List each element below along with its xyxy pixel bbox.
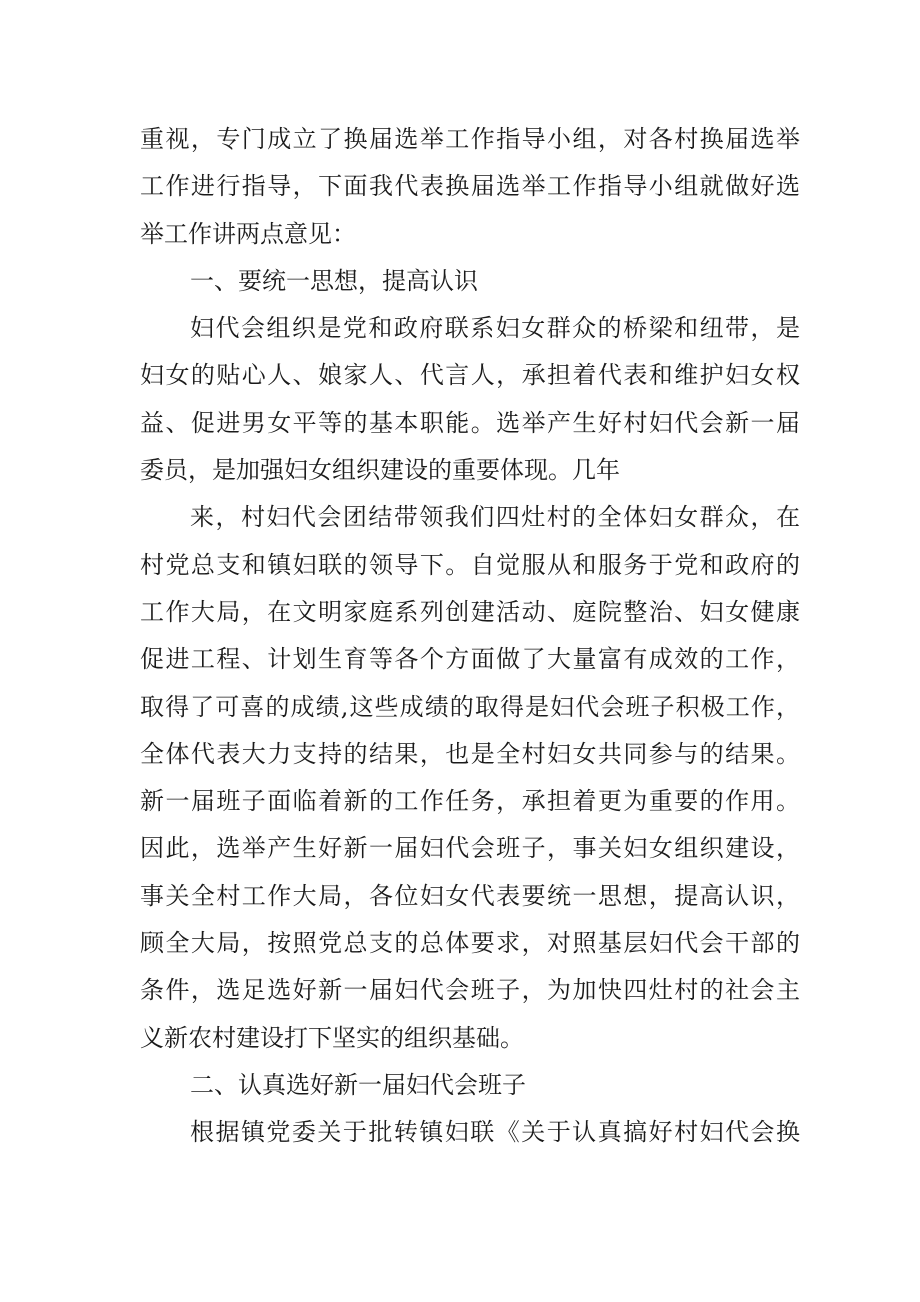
body-line: 新一届班子面临着新的工作任务，承担着更为重要的作用。 [140, 787, 800, 816]
body-line: 益、促进男女平等的基本职能。选举产生好村妇代会新一届 [140, 408, 800, 437]
body-line: 委员，是加强妇女组织建设的重要体现。几年 [140, 456, 620, 485]
body-line: 村党总支和镇妇联的领导下。自觉服从和服务于党和政府的 [140, 550, 800, 579]
body-line: 工作大局，在文明家庭系列创建活动、庭院整治、妇女健康 [140, 597, 800, 626]
body-line: 妇女的贴心人、娘家人、代言人，承担着代表和维护妇女权 [140, 361, 800, 390]
body-line: 全体代表大力支持的结果，也是全村妇女共同参与的结果。 [140, 739, 800, 768]
body-line: 条件，选足选好新一届妇代会班子，为加快四灶村的社会主 [140, 976, 800, 1005]
body-line: 义新农村建设打下坚实的组织基础。 [140, 1023, 524, 1052]
body-line: 取得了可喜的成绩,这些成绩的取得是妇代会班子积极工作， [140, 692, 800, 721]
section-heading-1: 一、要统一思想，提高认识 [190, 266, 478, 295]
document-body [140, 116, 800, 1157]
body-line: 促进工程、计划生育等各个方面做了大量富有成效的工作， [140, 645, 800, 674]
body-line: 事关全村工作大局，各位妇女代表要统一思想，提高认识， [140, 881, 800, 910]
body-line: 根据镇党委关于批转镇妇联《关于认真搞好村妇代会换 [190, 1118, 800, 1147]
body-line: 举工作讲两点意见： [140, 219, 356, 248]
body-line: 工作进行指导，下面我代表换届选举工作指导小组就做好选 [140, 172, 800, 201]
body-line: 来，村妇代会团结带领我们四灶村的全体妇女群众，在 [190, 503, 800, 532]
body-line: 顾全大局，按照党总支的总体要求，对照基层妇代会干部的 [140, 929, 800, 958]
body-line: 妇代会组织是党和政府联系妇女群众的桥梁和纽带，是 [190, 314, 800, 343]
section-heading-2: 二、认真选好新一届妇代会班子 [190, 1070, 526, 1099]
body-line: 因此，选举产生好新一届妇代会班子，事关妇女组织建设， [140, 834, 800, 863]
body-line: 重视，专门成立了换届选举工作指导小组，对各村换届选举 [140, 125, 800, 153]
